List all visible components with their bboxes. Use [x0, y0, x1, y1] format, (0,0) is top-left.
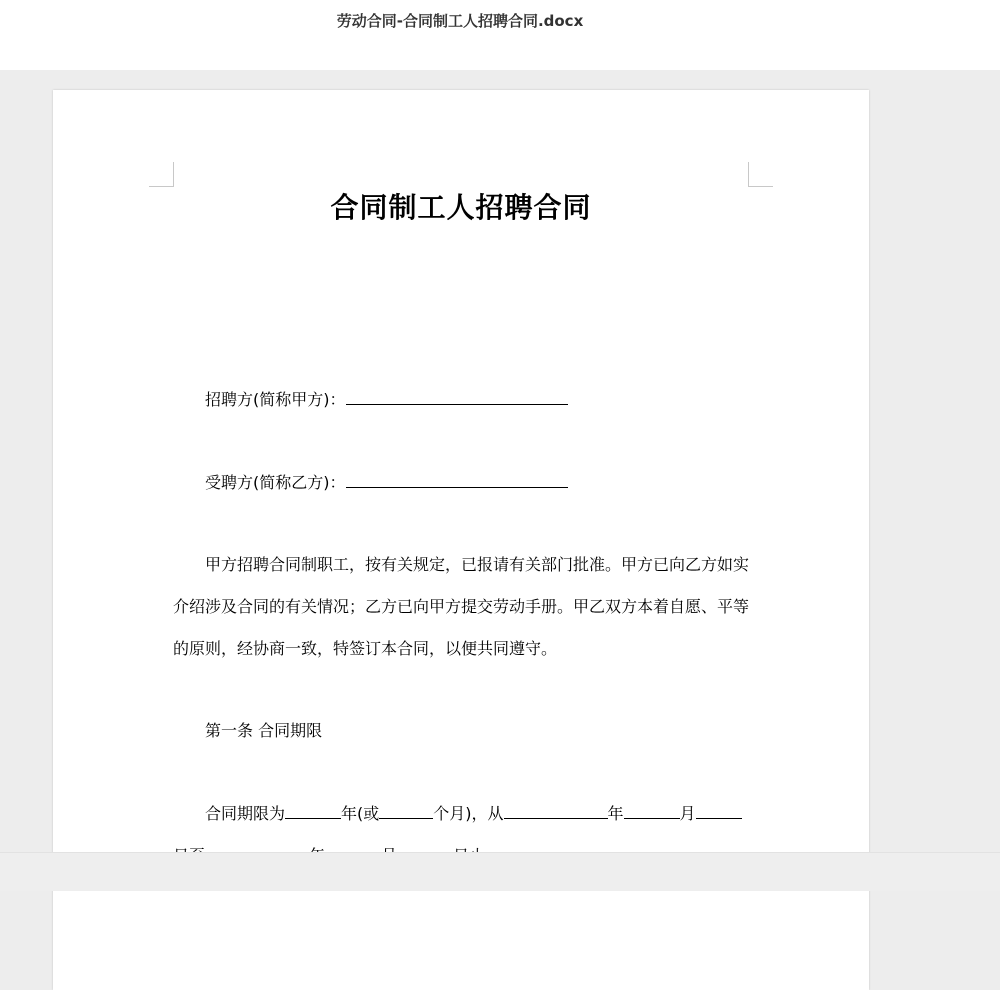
bottom-bar [0, 852, 1000, 891]
employer-line [205, 387, 568, 410]
term-months-blank [379, 802, 433, 819]
employee-label: 受聘方(简称乙方)： [205, 473, 346, 492]
document-viewport[interactable] [0, 70, 1000, 852]
start-month-blank [624, 802, 680, 819]
employee-line [205, 470, 568, 493]
employer-blank [346, 388, 568, 405]
start-day-blank [696, 802, 742, 819]
term-years-blank [285, 802, 341, 819]
title-bar [0, 0, 1000, 70]
intro-line-3: 的原则，经协商一致，特签订本合同，以便共同遵守。 [173, 639, 558, 658]
term-prefix: 合同期限为 [205, 804, 286, 823]
employee-blank [346, 471, 568, 488]
employer-label: 招聘方(简称甲方)： [205, 390, 346, 409]
crop-mark-top-right [748, 162, 773, 187]
document-heading: 合同制工人招聘合同 [330, 191, 592, 224]
article-1-title: 第一条 合同期限 [205, 721, 323, 740]
document-file-name: 劳动合同-合同制工人招聘合同.docx [336, 12, 584, 30]
start-month-label: 月 [679, 804, 696, 823]
intro-line-1: 甲方招聘合同制职工，按有关规定，已报请有关部门批准。甲方已向乙方如实 [205, 555, 750, 574]
term-line-1 [205, 801, 742, 824]
term-months-label: 个月)，从 [433, 804, 504, 823]
start-year-label: 年 [607, 804, 624, 823]
term-year-label: 年(或 [341, 804, 380, 823]
intro-line-2: 介绍涉及合同的有关情况；乙方已向甲方提交劳动手册。甲乙双方本着自愿、平等 [173, 597, 750, 616]
crop-mark-top-left [149, 162, 174, 187]
start-year-blank [504, 802, 608, 819]
